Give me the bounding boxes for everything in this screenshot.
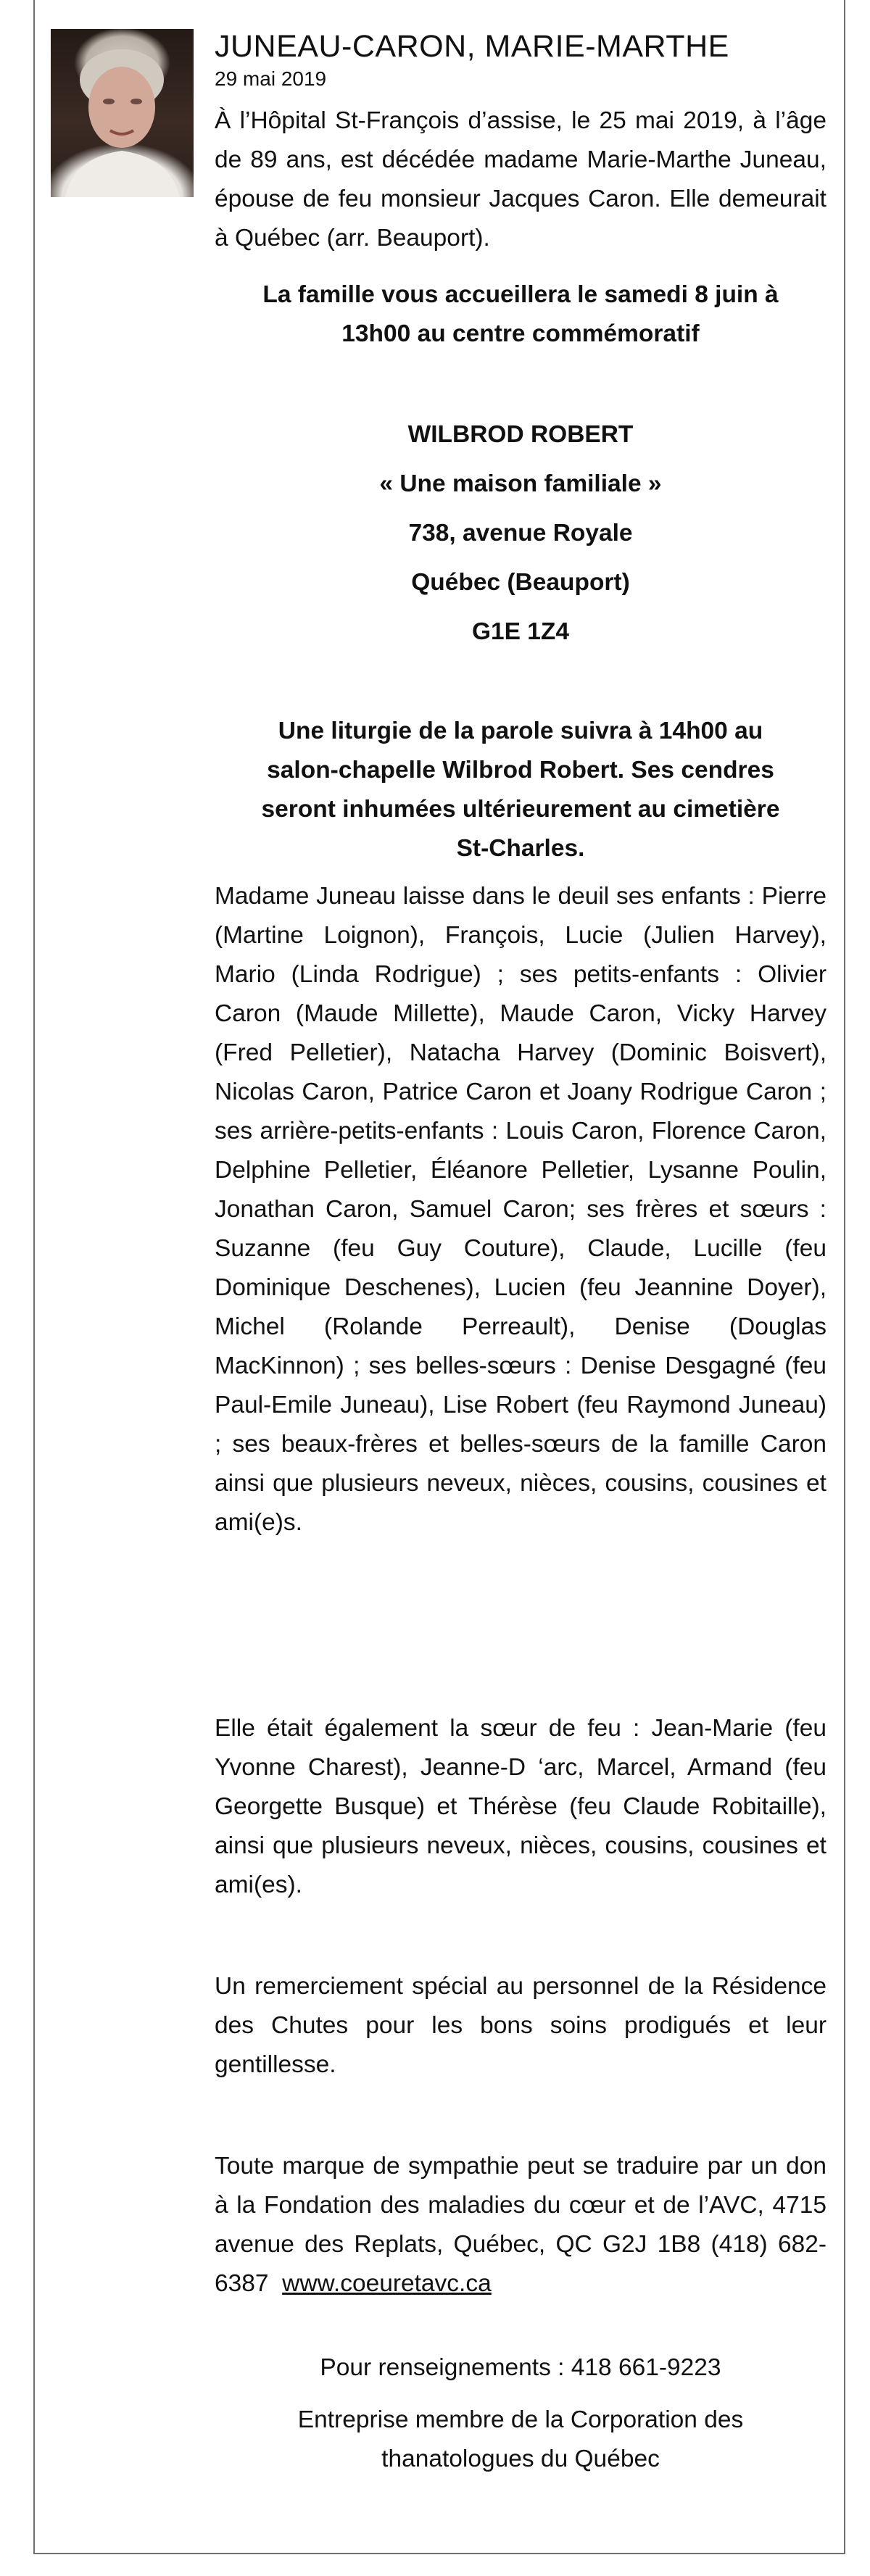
- donation-text: Toute marque de sympathie peut se traduire par un don à la Fondation des maladies du cœur et de l’AVC, 4715 avenue des Replats, Québec, QC G2J 1B8 (418) 682-6387: [215, 2153, 826, 2297]
- liturgy-line: seront inhumées ultérieurement au cimetière: [261, 796, 780, 823]
- funeral-home-tagline: « Une maison familiale »: [379, 470, 662, 497]
- contact-phone: Pour renseignements : 418 661-9223: [320, 2354, 721, 2381]
- funeral-home-street: 738, avenue Royale: [408, 520, 633, 547]
- corporation-block: [215, 2401, 826, 2479]
- family-block: [215, 877, 826, 1542]
- visitation-line: La famille vous accueillera le samedi 8 juin à: [262, 281, 779, 308]
- liturgy-line: salon-chapelle Wilbrod Robert. Ses cendres: [267, 757, 774, 784]
- funeral-home-postal: G1E 1Z4: [471, 618, 570, 645]
- family-paragraph: Madame Juneau laisse dans le deuil ses enfants : Pierre (Martine Loignon), François, Lucie (Julien Harvey), Mario (Linda Rodrigue) ; ses petits-enfants : Olivier Caron (Maude Millette), Maude Caron, Vicky Harvey (Fred Pelletier), Natacha Harvey (Dominic Boisvert), Nicolas Caron, Patrice Caron et Joany Rodrigue Caron ; ses arrière-petits-enfants : Louis Caron, Florence Caron, Delphine Pelletier, Éléanore Pelletier, Lysanne Poulin, Jonathan Caron, Samuel Caron; ses frères et sœurs : Suzanne (feu Guy Couture), Claude, Lucille (feu Dominique Deschenes), Lucien (feu Jeannine Doyer), Michel (Rolande Perreault), Denise (Douglas MacKinnon) ; ses belles-sœurs : Denise Desgagné (feu Paul-Emile Juneau), Lise Robert (feu Raymond Juneau) ; ses beaux-frères et belles-sœurs de la famille Caron ainsi que plusieurs neveux, nièces, cousins, cousines et ami(e)s.: [215, 883, 826, 1536]
- visitation-line: 13h00 au centre commémoratif: [341, 320, 700, 347]
- visitation-block: [215, 275, 826, 354]
- donation-link[interactable]: www.coeuretavc.ca: [282, 2270, 492, 2297]
- publication-date: 29 mai 2019: [215, 67, 327, 90]
- donation-paragraph: [215, 2147, 826, 2303]
- funeral-home-city: Québec (Beauport): [411, 569, 630, 596]
- portrait-illustration: [51, 29, 194, 197]
- thanks-paragraph: Un remerciement spécial au personnel de la Résidence des Chutes pour les bons soins prodigués et leur gentillesse.: [215, 1973, 826, 2078]
- contact-block: [215, 2348, 826, 2388]
- corporation-line: Entreprise membre de la Corporation des: [297, 2406, 744, 2433]
- corporation-line: thanatologues du Québec: [381, 2446, 660, 2472]
- intro-paragraph: À l’Hôpital St-François d’assise, le 25 mai 2019, à l’âge de 89 ans, est décédée madame Marie-Marthe Juneau, épouse de feu monsieur Jacques Caron. Elle demeurait à Québec (arr. Beauport).: [215, 107, 826, 252]
- liturgy-line: St-Charles.: [456, 835, 585, 862]
- donation-block: [215, 2147, 826, 2303]
- deceased-name: JUNEAU-CARON, MARIE-MARTHE: [215, 29, 729, 64]
- liturgy-block: [215, 712, 826, 868]
- liturgy-line: Une liturgie de la parole suivra à 14h00 au: [278, 718, 763, 744]
- funeral-home-name: WILBROD ROBERT: [407, 421, 634, 448]
- thanks-block: [215, 1967, 826, 2085]
- siblings-paragraph: Elle était également la sœur de feu : Jean-Marie (feu Yvonne Charest), Jeanne-D ‘arc, Marcel, Armand (feu Georgette Busque) et Thérèse (feu Claude Robitaille), ainsi que plusieurs neveux, nièces, cousins, cousines et ami(es).: [215, 1715, 826, 1898]
- portrait-photo: [51, 29, 194, 197]
- funeral-home-block: [215, 410, 826, 657]
- siblings-block: [215, 1709, 826, 1905]
- intro-block: [215, 101, 826, 258]
